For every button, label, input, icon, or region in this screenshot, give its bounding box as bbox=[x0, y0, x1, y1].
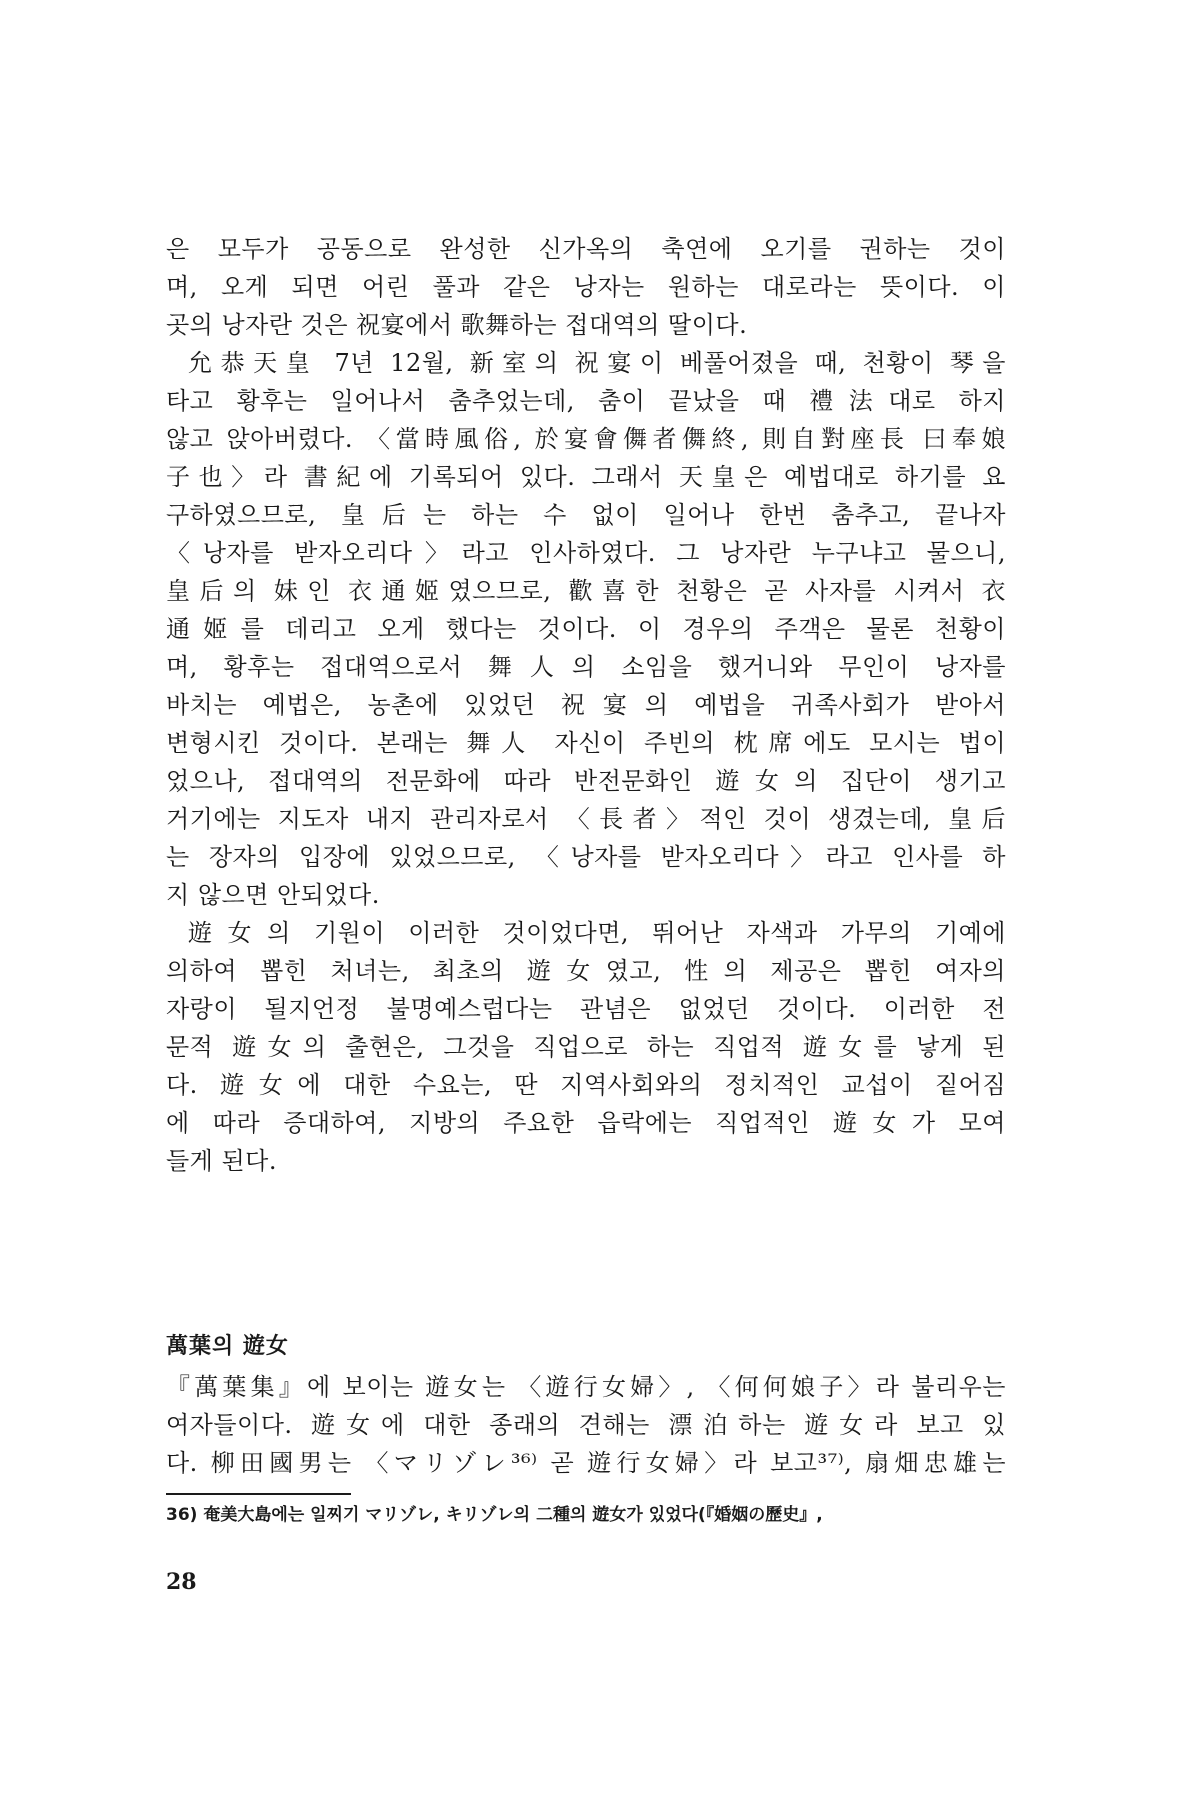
text-line: 다. 柳田國男는 〈マリゾレ³⁶⁾ 곧 遊行女婦〉라 보고³⁷⁾, 扇畑忠雄는 bbox=[166, 1449, 1006, 1477]
paragraph-2 bbox=[166, 344, 1006, 914]
text-line: 皇后의 妹인 衣通姬였으므로, 歡喜한 천황은 곧 사자를 시켜서 衣 bbox=[166, 577, 1006, 605]
text-line: 타고 황후는 일어나서 춤추었는데, 춤이 끝났을 때 禮法대로 하지 bbox=[166, 387, 1006, 415]
paragraph-1 bbox=[166, 230, 1006, 344]
text-line: 바치는 예법은, 농촌에 있었던 祝宴의 예법을 귀족사회가 받아서 bbox=[166, 691, 1006, 719]
text-line: 〈낭자를 받자오리다〉라고 인사하였다. 그 낭자란 누구냐고 물으니, bbox=[166, 539, 1006, 567]
paragraph-3 bbox=[166, 914, 1006, 1180]
text-line: 에 따라 증대하여, 지방의 주요한 읍락에는 직업적인 遊女가 모여 bbox=[166, 1109, 1006, 1137]
text-line: 않고 앉아버렸다. 〈當時風俗, 於宴會儛者儛終, 則自對座長 曰奉娘 bbox=[166, 425, 1006, 453]
text-line: 『萬葉集』에 보이는 遊女는 〈遊行女婦〉, 〈何何娘子〉라 불리우는 bbox=[166, 1373, 1006, 1401]
text-line: 며, 황후는 접대역으로서 舞人의 소임을 했거니와 무인이 낭자를 bbox=[166, 653, 1006, 681]
footnote-36: 36) 奄美大島에는 일찌기 マリゾレ, キリゾレ의 二種의 遊女가 있었다(『婚姻の歷史』, bbox=[166, 1505, 823, 1525]
text-line: 며, 오게 되면 어린 풀과 같은 낭자는 원하는 대로라는 뜻이다. 이 bbox=[166, 273, 1006, 301]
page-number: 28 bbox=[166, 1569, 197, 1595]
text-line: 었으나, 접대역의 전문화에 따라 반전문화인 遊女의 집단이 생기고 bbox=[166, 767, 1006, 795]
body-text bbox=[166, 230, 1006, 1180]
text-line: 의하여 뽑힌 처녀는, 최초의 遊女였고, 性의 제공은 뽑힌 여자의 bbox=[166, 957, 1006, 985]
footnote-divider bbox=[166, 1493, 351, 1495]
text-line: 다. 遊女에 대한 수요는, 딴 지역사회와의 정치적인 교섭이 짙어짐 bbox=[166, 1071, 1006, 1099]
section-manyo bbox=[166, 1330, 1006, 1482]
text-line: 거기에는 지도자 내지 관리자로서 〈長者〉적인 것이 생겼는데, 皇后 bbox=[166, 805, 1006, 833]
text-line: 는 장자의 입장에 있었으므로, 〈낭자를 받자오리다〉라고 인사를 하 bbox=[166, 843, 1006, 871]
text-line: 子也〉라 書紀에 기록되어 있다. 그래서 天皇은 예법대로 하기를 요 bbox=[166, 463, 1006, 491]
text-line: 곳의 낭자란 것은 祝宴에서 歌舞하는 접대역의 딸이다. bbox=[166, 311, 748, 339]
text-line: 들게 된다. bbox=[166, 1147, 277, 1175]
text-line: 지 않으면 안되었다. bbox=[166, 881, 380, 909]
text-line: 遊女의 기원이 이러한 것이었다면, 뛰어난 자색과 가무의 기예에 bbox=[188, 919, 1006, 947]
text-line: 여자들이다. 遊女에 대한 종래의 견해는 漂泊하는 遊女라 보고 있 bbox=[166, 1411, 1006, 1439]
section-heading: 萬葉의 遊女 bbox=[166, 1334, 289, 1359]
text-line: 通姬를 데리고 오게 했다는 것이다. 이 경우의 주객은 물론 천황이 bbox=[166, 615, 1006, 643]
text-line: 자랑이 될지언정 불명예스럽다는 관념은 없었던 것이다. 이러한 전 bbox=[166, 995, 1006, 1023]
text-line: 은 모두가 공동으로 완성한 신가옥의 축연에 오기를 권하는 것이 bbox=[166, 235, 1006, 263]
text-line: 允恭天皇 7년 12월, 新室의 祝宴이 베풀어졌을 때, 천황이 琴을 bbox=[188, 349, 1006, 377]
text-line: 구하였으므로, 皇后는 하는 수 없이 일어나 한번 춤추고, 끝나자 bbox=[166, 501, 1006, 529]
text-line: 문적 遊女의 출현은, 그것을 직업으로 하는 직업적 遊女를 낳게 된 bbox=[166, 1033, 1006, 1061]
text-line: 변형시킨 것이다. 본래는 舞人 자신이 주빈의 枕席에도 모시는 법이 bbox=[166, 729, 1006, 757]
section-paragraph bbox=[166, 1368, 1006, 1482]
